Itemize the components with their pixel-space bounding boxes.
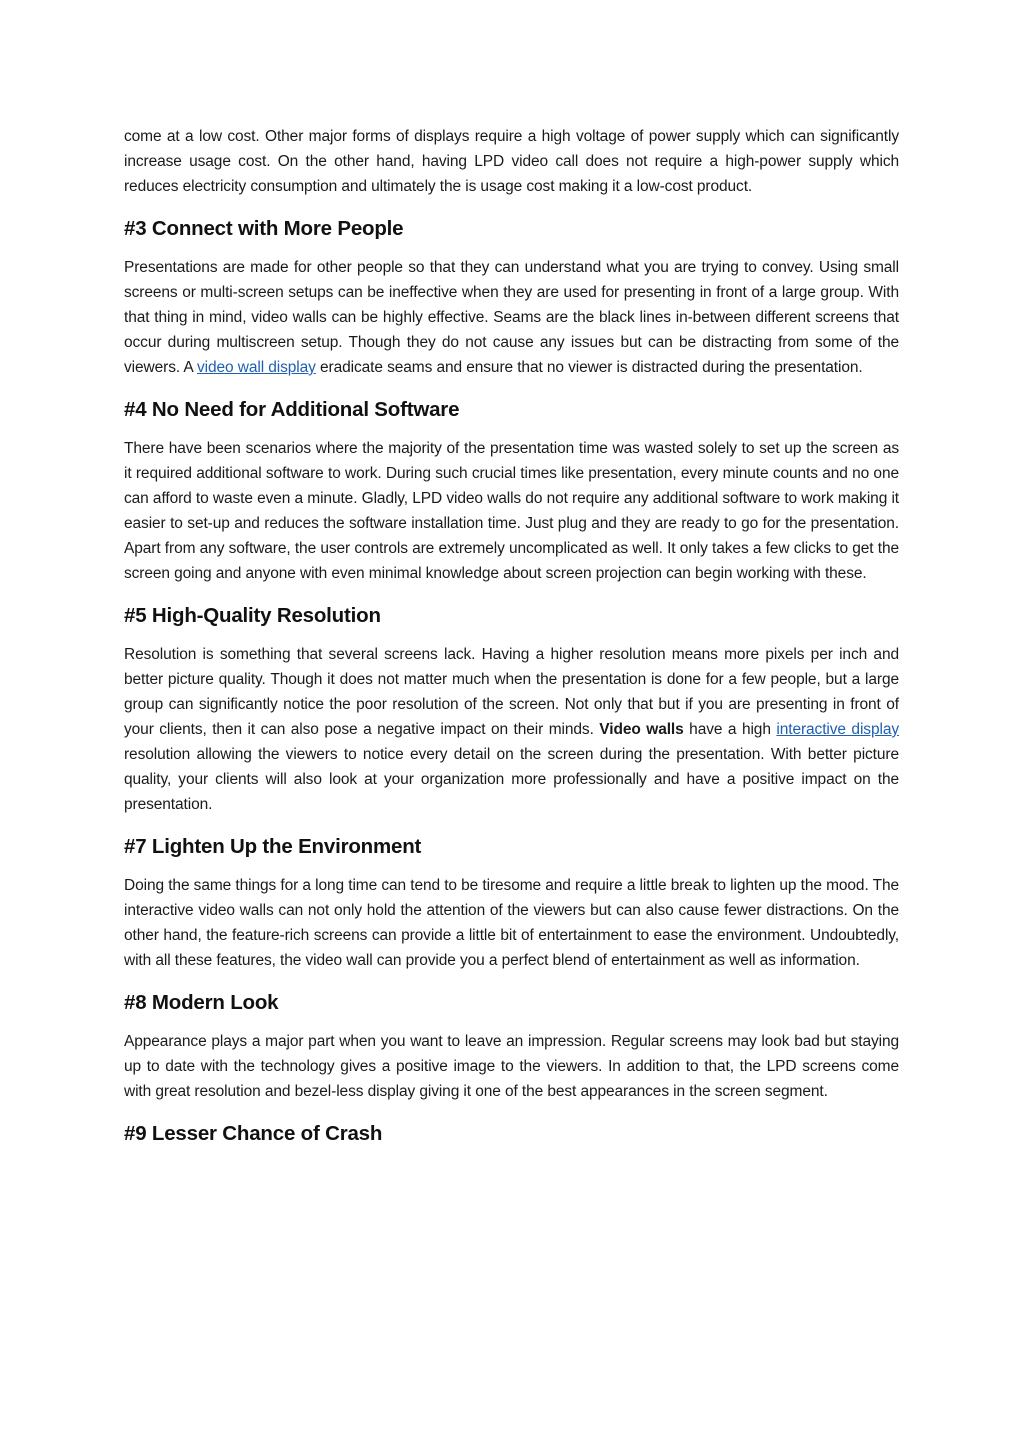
paragraph-text: Presentations are made for other people so that they can understand what you are trying to convey. Using small screens or multi-screen setups can be ineffective when they are used for presenting in front of a large group. With that thing in mind, video walls can be highly effective. Seams are the black lines in-between different screens that occur during multiscreen setup. Though they do not cause any issues but can be distracting from some of the viewers. A xyxy=(124,259,899,376)
section-paragraph-resolution xyxy=(124,642,899,817)
section-paragraph-modern-look: Appearance plays a major part when you want to leave an impression. Regular screens may look bad but staying up to date with the technology gives a positive image to the viewers. In addition to that, the LPD screens come with great resolution and bezel-less display giving it one of the best appearances in the screen segment. xyxy=(124,1033,899,1100)
section-paragraph-connect xyxy=(124,255,899,380)
section-paragraph-environment: Doing the same things for a long time can tend to be tiresome and require a little break to lighten up the mood. The interactive video walls can not only hold the attention of the viewers but can also cause fewer distractions. On the other hand, the feature-rich screens can provide a little bit of entertainment to ease the environment. Undoubtedly, with all these features, the video wall can provide you a perfect blend of entertainment as well as information. xyxy=(124,877,899,969)
intro-paragraph: come at a low cost. Other major forms of displays require a high voltage of power supply which can significantly increase usage cost. On the other hand, having LPD video call does not require a high-power supply which reduces electricity consumption and ultimately the is usage cost making it a low-cost product. xyxy=(124,128,899,195)
paragraph-text: eradicate seams and ensure that no viewer is distracted during the presentation. xyxy=(315,359,863,376)
section-paragraph-software: There have been scenarios where the majority of the presentation time was wasted solely to set up the screen as it required additional software to work. During such crucial times like presentation, every minute counts and no one can afford to waste even a minute. Gladly, LPD video walls do not require any additional software to work making it easier to set-up and reduces the software installation time. Just plug and they are ready to go for the presentation. Apart from any software, the user controls are extremely uncomplicated as well. It only takes a few clicks to get the screen going and anyone with even minimal knowledge about screen projection can begin working with these. xyxy=(124,440,899,582)
document-page xyxy=(124,124,899,1160)
section-heading-connect: #3 Connect with More People xyxy=(124,217,404,240)
section-heading-modern-look: #8 Modern Look xyxy=(124,991,279,1014)
section-heading-resolution: #5 High-Quality Resolution xyxy=(124,604,381,627)
section-heading-crash: #9 Lesser Chance of Crash xyxy=(124,1122,383,1145)
paragraph-text: Resolution is something that several screens lack. Having a higher resolution means more pixels per inch and better picture quality. Though it does not matter much when the presentation is done for a few people, but a large group can significantly notice the poor resolution of the screen. Not only that but if you are presenting in front of your clients, then it can also pose a negative impact on their minds. xyxy=(124,646,899,738)
paragraph-text: resolution allowing the viewers to notice every detail on the screen during the presentation. With better picture quality, your clients will also look at your organization more professionally and have a positive impact on the presentation. xyxy=(124,746,899,813)
section-heading-software: #4 No Need for Additional Software xyxy=(124,398,460,421)
section-heading-environment: #7 Lighten Up the Environment xyxy=(124,835,422,858)
interactive-display-link[interactable]: interactive display xyxy=(776,721,899,738)
bold-term-video-walls: Video walls xyxy=(599,721,684,738)
video-wall-display-link[interactable]: video wall display xyxy=(197,359,316,376)
paragraph-text: have a high xyxy=(683,721,777,738)
